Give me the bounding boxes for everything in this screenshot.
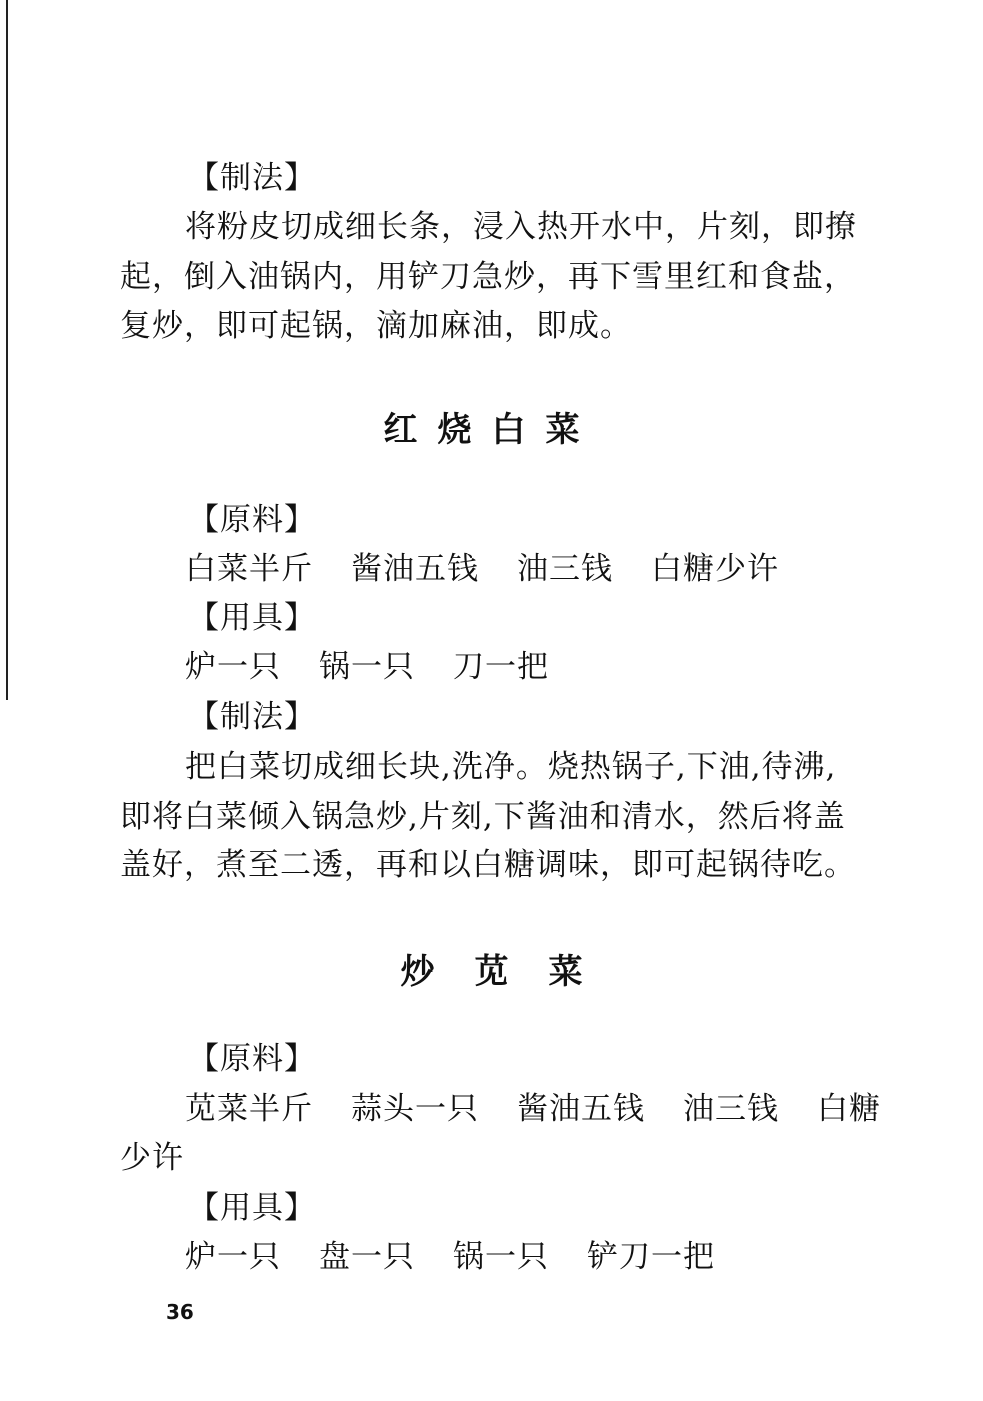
tool-item: 盘一只 — [319, 1239, 415, 1275]
ingredient-item: 油三钱 — [517, 551, 613, 587]
ingredient-item: 白糖少许 — [651, 551, 779, 587]
tool-item: 刀一把 — [453, 649, 549, 685]
method-text-line: 即将白菜倾入锅急炒,片刻,下酱油和清水，然后将盖 — [120, 799, 846, 835]
recipe-title: 红烧白菜 — [383, 410, 600, 450]
method-text-line: 将粉皮切成细长条，浸入热开水中，片刻，即撩 — [185, 209, 857, 245]
method-text-line: 盖好，煮至二透，再和以白糖调味，即可起锅待吃。 — [120, 847, 856, 883]
tools-list — [185, 1237, 715, 1277]
ingredient-item: 油三钱 — [683, 1091, 779, 1127]
tool-item: 锅一只 — [453, 1239, 549, 1275]
page-number: 36 — [166, 1300, 194, 1324]
tools-heading: 【用具】 — [188, 1190, 316, 1226]
tool-item: 炉一只 — [185, 649, 281, 685]
page-edge-line — [6, 0, 8, 700]
recipe-title: 炒苋菜 — [400, 952, 623, 992]
ingredients-continuation: 少许 — [120, 1140, 184, 1176]
method-heading: 【制法】 — [188, 160, 316, 196]
method-heading: 【制法】 — [188, 699, 316, 735]
tools-heading: 【用具】 — [188, 600, 316, 636]
ingredient-item: 白糖 — [817, 1091, 881, 1127]
tool-item: 铲刀一把 — [587, 1239, 715, 1275]
ingredient-item: 酱油五钱 — [351, 551, 479, 587]
tool-item: 炉一只 — [185, 1239, 281, 1275]
tools-list — [185, 647, 549, 687]
ingredient-item: 蒜头一只 — [351, 1091, 479, 1127]
ingredient-item: 苋菜半斤 — [185, 1091, 313, 1127]
ingredient-item: 酱油五钱 — [517, 1091, 645, 1127]
method-text-line: 起，倒入油锅内，用铲刀急炒，再下雪里红和食盐， — [120, 259, 856, 295]
ingredients-list — [185, 1089, 881, 1129]
ingredients-heading: 【原料】 — [188, 502, 316, 538]
ingredients-list — [185, 549, 779, 589]
tool-item: 锅一只 — [319, 649, 415, 685]
ingredients-heading: 【原料】 — [188, 1041, 316, 1077]
method-text-line: 复炒，即可起锅，滴加麻油，即成。 — [120, 308, 632, 344]
ingredient-item: 白菜半斤 — [185, 551, 313, 587]
method-text-line: 把白菜切成细长块,洗净。烧热锅子,下油,待沸, — [185, 749, 837, 785]
